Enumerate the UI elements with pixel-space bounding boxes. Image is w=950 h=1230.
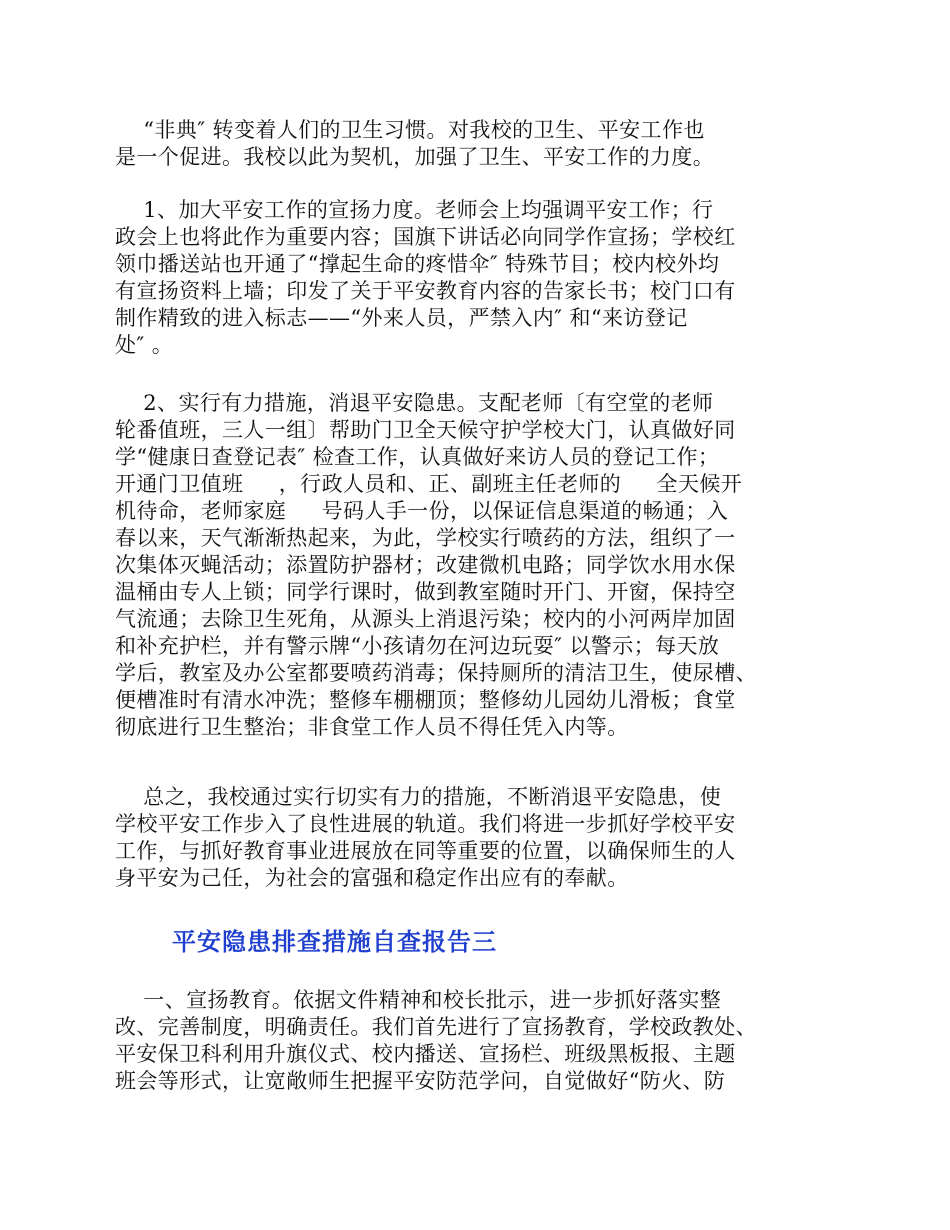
text-line: 1、加大平安工作的宣扬力度。老师会上均强调平安工作；行 <box>115 198 714 222</box>
text-line: 改、完善制度，明确责任。我们首先进行了宣扬教育，学校政教处、 <box>115 1015 757 1039</box>
section-heading: 平安隐患排查措施自查报告三 <box>172 928 497 956</box>
text-line: 班会等形式，让宽敞师生把握平安防范学问，自觉做好“防火、防 <box>115 1069 726 1093</box>
paragraph-intro <box>115 117 835 171</box>
text-line: 学后，教室及办公室都要喷药消毒；保持厕所的清洁卫生，使尿槽、 <box>115 661 757 685</box>
text-line: 工作，与抓好教育事业进展放在同等重要的位置，以确保师生的人 <box>115 839 736 863</box>
text-line: 一、宣扬教育。依据文件精神和校长批示，进一步抓好落实整 <box>115 988 722 1012</box>
text-line: 政会上也将此作为重要内容；国旗下讲话必向同学作宣扬；学校红 <box>115 225 736 249</box>
text-line: 平安保卫科利用升旗仪式、校内播送、宣扬栏、班级黑板报、主题 <box>115 1042 736 1066</box>
text-line: 和补充护栏，并有警示牌“小孩请勿在河边玩耍″ 以警示；每天放 <box>115 634 720 658</box>
text-line: 2、实行有力措施，消退平安隐患。支配老师〔有空堂的老师 <box>115 391 714 415</box>
text-line: 轮番值班，三人一组〕帮助门卫全天候守护学校大门，认真做好同 <box>115 418 736 442</box>
text-line: 有宣扬资料上墙；印发了关于平安教育内容的告家长书；校门口有 <box>115 279 736 303</box>
text-line: 学“健康日查登记表″ 检查工作，认真做好来访人员的登记工作； <box>115 445 720 469</box>
text-line: 便槽准时有清水冲洗；整修车棚棚顶；整修幼儿园幼儿滑板；食堂 <box>115 688 736 712</box>
paragraph-item-1 <box>115 197 835 359</box>
text-line: 学校平安工作步入了良性进展的轨道。我们将进一步抓好学校平安 <box>115 812 736 836</box>
text-line: 总之，我校通过实行切实有力的措施，不断消退平安隐患，使 <box>115 785 722 809</box>
text-line: 气流通；去除卫生死角，从源头上消退污染；校内的小河两岸加固 <box>115 607 736 631</box>
text-line: 身平安为己任，为社会的富强和稳定作出应有的奉献。 <box>115 866 629 890</box>
text-line: 制作精致的进入标志——“外来人员，严禁入内″ 和“来访登记 <box>115 306 688 330</box>
paragraph-section-3-1 <box>115 987 835 1095</box>
text-line: 春以来，天气渐渐热起来，为此，学校实行喷药的方法，组织了一 <box>115 526 736 550</box>
text-line: 处″ 。 <box>115 333 174 357</box>
paragraph-item-2 <box>115 390 835 741</box>
text-line: 领巾播送站也开通了“撑起生命的疼惜伞″ 特殊节目；校内校外均 <box>115 252 720 276</box>
text-line: 机待命，老师家庭 号码人手一份，以保证信息渠道的畅通；入 <box>115 499 729 523</box>
text-line: 次集体灭蝇活动；添置防护器材；改建微机电路；同学饮水用水保 <box>115 553 736 577</box>
text-line: 彻底进行卫生整治；非食堂工作人员不得任凭入内等。 <box>115 715 629 739</box>
paragraph-conclusion <box>115 784 835 892</box>
text-line: “非典″ 转变着人们的卫生习惯。对我校的卫生、平安工作也 <box>115 118 705 142</box>
text-line: 是一个促进。我校以此为契机，加强了卫生、平安工作的力度。 <box>115 145 715 169</box>
text-line: 温桶由专人上锁；同学行课时，做到教室随时开门、开窗，保持空 <box>115 580 736 604</box>
text-line: 开通门卫值班 ，行政人员和、正、副班主任老师的 全天候开 <box>115 472 743 496</box>
